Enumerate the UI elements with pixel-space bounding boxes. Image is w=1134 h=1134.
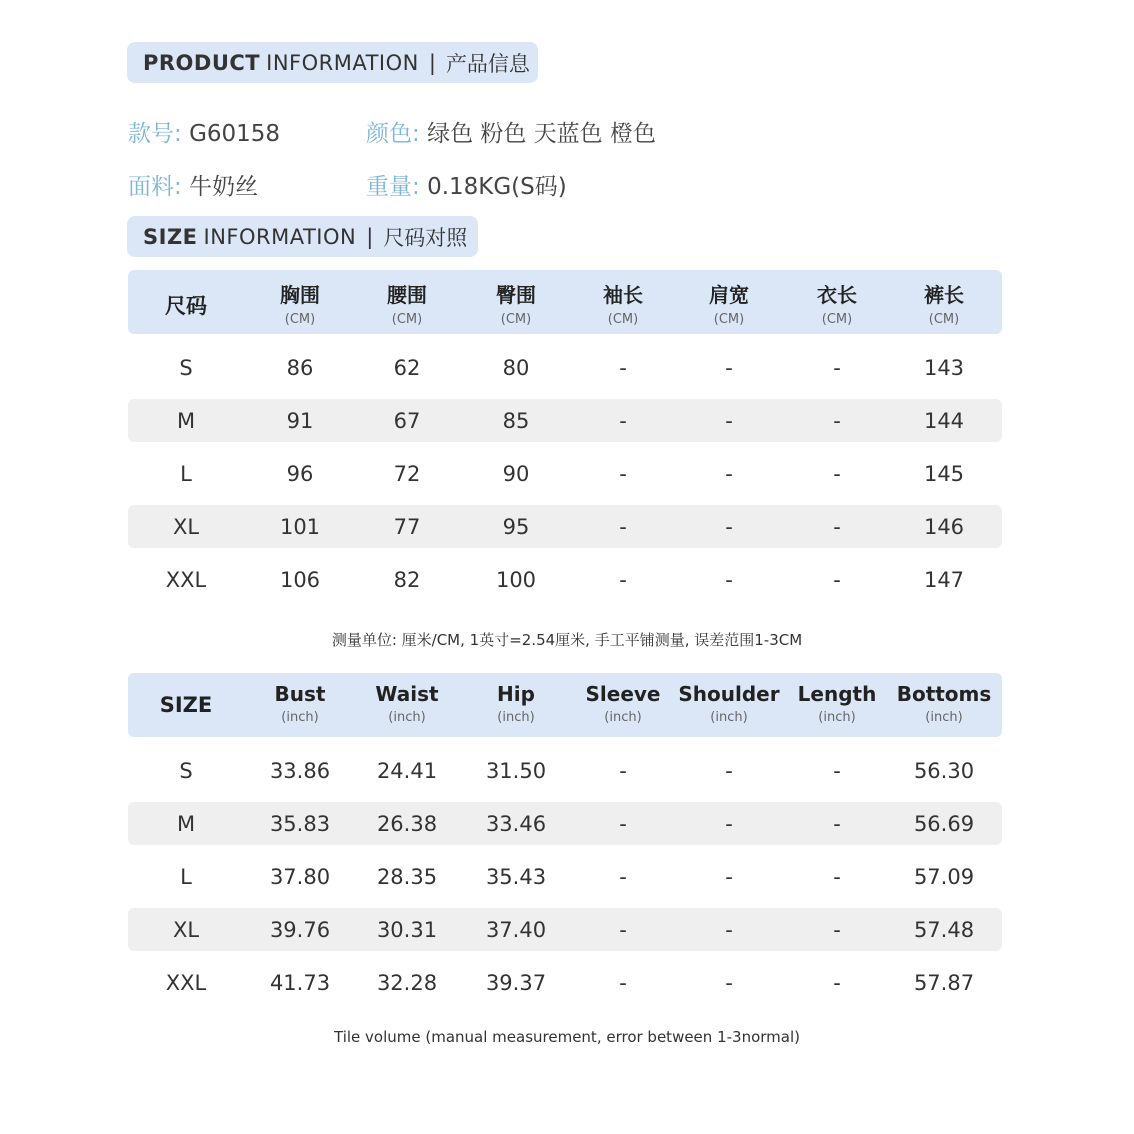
table-cell: 90: [502, 462, 530, 486]
table-cell: -: [833, 759, 841, 783]
table-cell: -: [833, 865, 841, 889]
size-info-cn: 尺码对照: [383, 225, 468, 250]
table-cell: -: [833, 568, 841, 592]
header-column-unit: (inch): [281, 710, 319, 725]
product-info-cn: 产品信息: [445, 51, 530, 76]
header-column: [375, 682, 438, 725]
table-row-size: S: [179, 759, 193, 783]
header-column-label: Bust: [274, 682, 326, 706]
header-column-label: Shoulder: [678, 682, 780, 706]
table-cell: 56.69: [913, 812, 975, 836]
header-column: [387, 279, 427, 327]
table-cell: 143: [923, 356, 965, 380]
table-cell: 91: [286, 409, 314, 433]
header-column-label: Length: [797, 682, 877, 706]
header-column-unit: (inch): [925, 710, 963, 725]
table-cell: -: [619, 356, 627, 380]
table-cell: 33.86: [269, 759, 331, 783]
header-column-label: 裤长: [924, 283, 964, 307]
inch-note: Tile volume (manual measurement, error between 1-3normal): [334, 1028, 800, 1046]
header-column-unit: (inch): [497, 710, 535, 725]
style-number-value: G60158: [189, 121, 281, 147]
header-column: [817, 279, 857, 327]
table-cell: -: [833, 812, 841, 836]
table-cell: 41.73: [269, 971, 331, 995]
color-label: 颜色:: [366, 121, 420, 147]
table-cell: -: [619, 409, 627, 433]
table-cell: 86: [286, 356, 314, 380]
header-column: [678, 682, 779, 725]
header-column-unit: (CM): [713, 312, 745, 327]
table-cell: 145: [923, 462, 965, 486]
table-cell: -: [725, 462, 733, 486]
header-column-label: 腰围: [387, 283, 427, 307]
table-cell: 146: [923, 515, 965, 539]
header-column: [280, 279, 320, 327]
table-cell: 106: [279, 568, 321, 592]
header-column-label: Waist: [375, 682, 439, 706]
table-cell: 39.37: [485, 971, 547, 995]
header-size-label: SIZE: [159, 693, 213, 717]
table-cell: 30.31: [376, 918, 438, 942]
table-cell: -: [619, 568, 627, 592]
table-cell: 77: [393, 515, 421, 539]
table-cell: 96: [286, 462, 314, 486]
table-cell: -: [833, 515, 841, 539]
table-cell: -: [725, 865, 733, 889]
table-cell: -: [619, 462, 627, 486]
size-info-light: INFORMATION: [203, 224, 357, 249]
header-column: [897, 682, 992, 725]
cm-note: 测量单位: 厘米/CM, 1英寸=2.54厘米, 手工平铺测量, 误差范围1-3CM: [331, 631, 803, 649]
weight-value: 0.18KG(S码): [427, 174, 567, 200]
table-row-stripe: [128, 505, 1002, 548]
table-cell: 95: [502, 515, 530, 539]
table-cell: 37.40: [485, 918, 547, 942]
table-cell: 32.28: [376, 971, 438, 995]
table-row-size: XL: [172, 918, 200, 942]
table-cell: 57.87: [913, 971, 975, 995]
fabric-label: 面料:: [128, 174, 182, 200]
table-cell: -: [725, 515, 733, 539]
table-cell: -: [725, 918, 733, 942]
table-cell: 57.48: [913, 918, 975, 942]
table-cell: 35.83: [269, 812, 331, 836]
table-cell: 28.35: [376, 865, 438, 889]
table-cell: 144: [923, 409, 965, 433]
table-cell: -: [725, 356, 733, 380]
header-column-unit: (CM): [607, 312, 639, 327]
color-value: 绿色 粉色 天蓝色 橙色: [427, 121, 656, 147]
product-info-sep: |: [428, 50, 436, 75]
table-cell: -: [833, 971, 841, 995]
style-number-label: 款号:: [128, 121, 182, 147]
table-cell: 39.76: [269, 918, 331, 942]
table-row-size: XXL: [165, 568, 207, 592]
header-column-unit: (inch): [710, 710, 748, 725]
header-column-unit: (inch): [818, 710, 856, 725]
table-cell: -: [619, 812, 627, 836]
size-info-header: [127, 216, 478, 257]
table-row-stripe: [128, 802, 1002, 845]
size-info-bold: SIZE: [143, 224, 198, 249]
size-info-sep: |: [366, 224, 374, 249]
table-cell: -: [619, 918, 627, 942]
header-column-label: 胸围: [280, 283, 320, 307]
table-cell: 147: [923, 568, 965, 592]
header-column-unit: (inch): [604, 710, 642, 725]
product-info-bold: PRODUCT: [143, 50, 261, 75]
table-row-size: M: [176, 409, 196, 433]
header-column-label: 臀围: [496, 283, 536, 307]
fabric-value: 牛奶丝: [189, 174, 259, 200]
table-cell: -: [725, 812, 733, 836]
product-info-header: [127, 42, 538, 83]
header-column-unit: (CM): [391, 312, 423, 327]
table-cell: 72: [393, 462, 421, 486]
header-column-unit: (CM): [284, 312, 316, 327]
header-column-label: 肩宽: [709, 283, 749, 307]
header-column: [798, 682, 877, 725]
header-column-label: 袖长: [603, 283, 643, 307]
table-cell: 85: [502, 409, 530, 433]
table-cell: -: [725, 409, 733, 433]
table-row-stripe: [128, 399, 1002, 442]
header-column-label: Hip: [497, 682, 535, 706]
table-cell: 26.38: [376, 812, 438, 836]
table-row-size: XXL: [165, 971, 207, 995]
table-cell: -: [725, 568, 733, 592]
table-row-size: M: [176, 812, 196, 836]
table-cell: 31.50: [485, 759, 547, 783]
table-cell: -: [619, 865, 627, 889]
table-cell: -: [619, 759, 627, 783]
header-column: [924, 279, 964, 327]
table-row-size: L: [180, 462, 192, 486]
style-number: [128, 115, 280, 148]
header-column-label: Sleeve: [585, 682, 661, 706]
header-column-unit: (CM): [821, 312, 853, 327]
table-cell: -: [725, 971, 733, 995]
header-column-unit: (CM): [500, 312, 532, 327]
table-cell: 67: [393, 409, 421, 433]
header-column-label: Bottoms: [896, 682, 992, 706]
header-size: [160, 693, 213, 717]
weight-label: 重量:: [366, 174, 420, 200]
header-column-unit: (CM): [928, 312, 960, 327]
table-cell: -: [833, 462, 841, 486]
table-cell: 101: [279, 515, 321, 539]
table-cell: -: [833, 356, 841, 380]
table-cell: -: [833, 409, 841, 433]
table-cell: 37.80: [269, 865, 331, 889]
table-cell: 82: [393, 568, 421, 592]
table-row-size: L: [180, 865, 192, 889]
header-column-unit: (inch): [388, 710, 426, 725]
header-size-label: 尺码: [165, 294, 207, 318]
table-cell: -: [619, 515, 627, 539]
table-row-stripe: [128, 908, 1002, 951]
header-column: [496, 279, 536, 327]
header-column: [497, 682, 535, 725]
header-column: [275, 682, 326, 725]
header-column: [603, 279, 643, 327]
header-column: [709, 279, 749, 327]
color-info: [366, 115, 656, 148]
table-cell: 100: [495, 568, 537, 592]
product-info-light: INFORMATION: [266, 50, 419, 75]
header-size: [165, 290, 207, 320]
table-cell: 57.09: [913, 865, 975, 889]
header-column-label: 衣长: [817, 283, 857, 307]
fabric-info: [128, 168, 258, 201]
table-cell: 80: [502, 356, 530, 380]
table-cell: 56.30: [913, 759, 975, 783]
table-cell: 33.46: [485, 812, 547, 836]
table-cell: -: [833, 918, 841, 942]
weight-info: [366, 168, 567, 201]
table-cell: 24.41: [376, 759, 438, 783]
table-cell: 62: [393, 356, 421, 380]
table-cell: 35.43: [485, 865, 547, 889]
table-row-size: S: [179, 356, 193, 380]
table-cell: -: [725, 759, 733, 783]
table-cell: -: [619, 971, 627, 995]
table-row-size: XL: [172, 515, 200, 539]
header-column: [586, 682, 661, 725]
table-header: [128, 270, 1002, 334]
